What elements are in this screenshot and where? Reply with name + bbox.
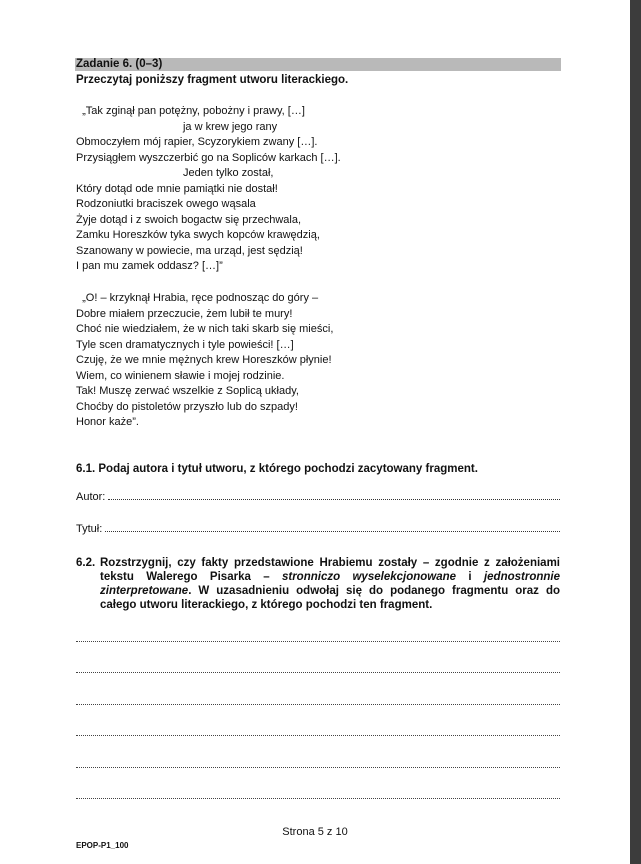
poem-line: Honor każe”. — [76, 416, 139, 428]
answer-line[interactable] — [76, 798, 560, 799]
poem-line: Obmoczyłem mój rapier, Scyzorykiem zwany […]. — [76, 136, 318, 148]
page-number: Strona 5 z 10 — [282, 826, 348, 838]
poem-line: Jeden tylko został, — [76, 167, 274, 179]
answer-line[interactable] — [76, 672, 560, 673]
poem-line: I pan mu zamek oddasz? […]” — [76, 260, 223, 272]
poem-line: Wiem, co winienem sławie i mojej rodzinie. — [76, 369, 285, 382]
answer-line[interactable] — [76, 641, 560, 642]
q62-text-2: i — [456, 571, 484, 583]
question-6-2-number: 6.2. — [76, 557, 96, 569]
answer-line[interactable] — [76, 767, 560, 768]
task-header-label: Zadanie 6. (0–3) — [76, 58, 163, 70]
q62-italic-1: stronniczo wyselekcjonowane — [281, 571, 457, 583]
q62-text-3: . W uzasadnieniu odwołaj się do podanego fragmentu oraz do całego utworu literackiego, z którego pochodzi ten fragment. — [100, 585, 560, 611]
author-dotted-field[interactable] — [108, 490, 560, 500]
question-6-2-text — [100, 556, 560, 612]
title-answer-line[interactable] — [76, 522, 560, 536]
poem-line: Choćby do pistoletów przyszło lub do szpady! — [76, 400, 298, 413]
poem-line: Żyje dotąd i z swoich bogactw się przechwala, — [76, 213, 301, 226]
poem-line: Tak! Muszę zerwać wszelkie z Soplicą układy, — [76, 385, 299, 397]
poem-line: Choć nie wiedziałem, że w nich taki skarb się mieści, — [76, 323, 334, 335]
answer-line[interactable] — [76, 704, 560, 705]
poem-line: Czuję, że we mnie mężnych krew Horeszków płynie! — [76, 354, 332, 366]
poem-line: Rodzoniutki braciszek owego wąsala — [76, 198, 256, 210]
poem-line: „Tak zginął pan potężny, pobożny i prawy, […] — [76, 105, 305, 117]
task-header — [75, 58, 561, 71]
answer-line[interactable] — [76, 735, 560, 736]
author-answer-line[interactable] — [76, 490, 560, 504]
title-label: Tytuł: — [76, 523, 103, 535]
poem-line: Szanowany w powiecie, ma urząd, jest sędzią! — [76, 244, 303, 257]
poem-line: Tyle scen dramatycznych i tyle powieści! […] — [76, 338, 294, 351]
poem-line: Dobre miałem przeczucie, żem lubił te mury! — [76, 307, 293, 320]
q62-italic-2: jednostronnie zinterpretowane — [100, 571, 560, 597]
question-6-2 — [76, 556, 560, 612]
poem-line: Przysiągłem wyszczerbić go na Sopliców karkach […]. — [76, 151, 341, 164]
poem-line: Który dotąd ode mnie pamiątki nie dostał! — [76, 182, 278, 195]
poem-line: „O! – krzyknął Hrabia, ręce podnosząc do góry – — [76, 292, 319, 304]
title-dotted-field[interactable] — [105, 522, 560, 532]
poem-line: ja w krew jego rany — [76, 120, 278, 133]
q62-text-1: Rozstrzygnij, czy fakty przedstawione Hrabiemu zostały – zgodnie z założeniami tekstu Walerego Pisarka – — [100, 557, 560, 583]
task-instruction: Przeczytaj poniższy fragment utworu literackiego. — [76, 74, 349, 86]
poem-line: Zamku Horeszków tyka swych kopców krawędzią, — [76, 229, 320, 241]
exam-code: EPOP-P1_100 — [76, 841, 129, 850]
question-6-1-title: 6.1. Podaj autora i tytuł utworu, z którego pochodzi zacytowany fragment. — [76, 463, 478, 475]
poem-stanza-2 — [76, 291, 333, 431]
author-label: Autor: — [76, 491, 106, 503]
poem-stanza-1 — [76, 104, 341, 275]
